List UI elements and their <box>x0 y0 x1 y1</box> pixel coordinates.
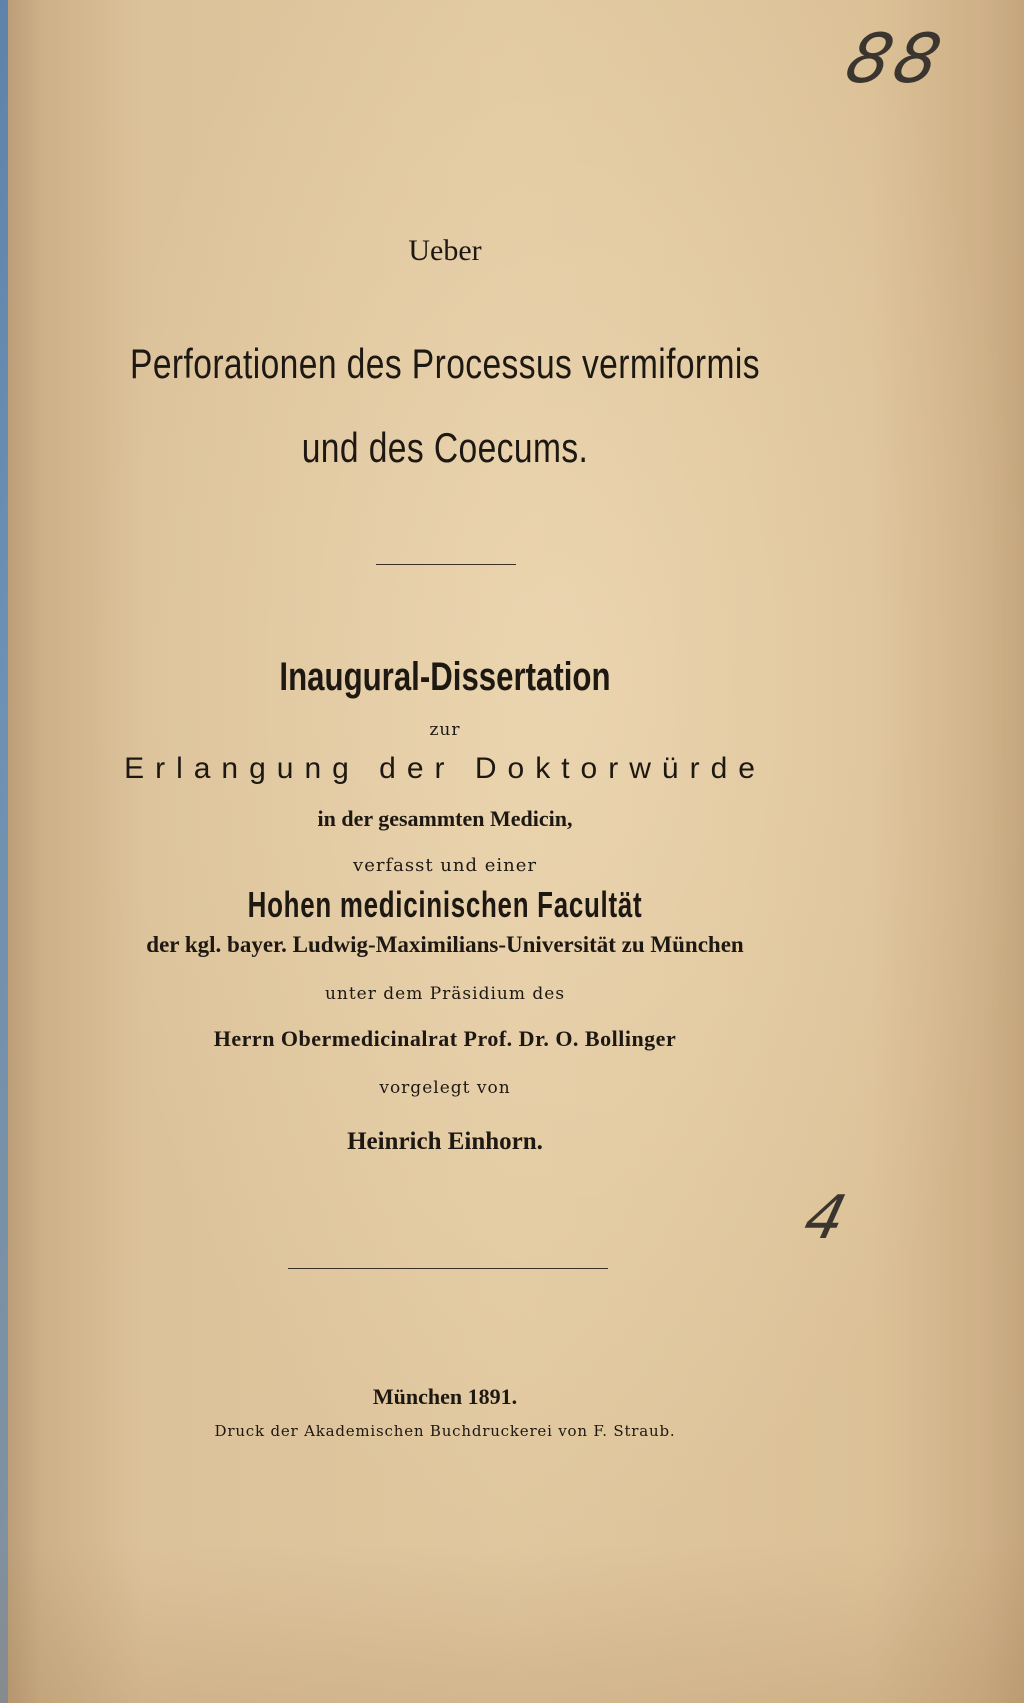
author-name: Heinrich Einhorn. <box>347 1128 543 1155</box>
printer-imprint: Druck der Akademischen Buchdruckerei von F. Straub. <box>214 1422 676 1440</box>
divider-rule-top <box>376 564 516 565</box>
presidium-intro: unter dem Präsidium des <box>324 984 566 1004</box>
verfasst-text: verfasst und einer <box>353 855 537 876</box>
title-line-2: und des Coecums. <box>301 424 589 471</box>
handwritten-page-number: 88 <box>838 20 953 99</box>
title-line-1: Perforationen des Processus vermiformis <box>130 340 760 387</box>
submitted-by-text: vorgelegt von <box>379 1078 511 1098</box>
pretitle: Ueber <box>408 234 482 267</box>
zur-text: zur <box>429 720 461 740</box>
university-name: der kgl. bayer. Ludwig-Maximilians-Universität zu München <box>146 932 744 957</box>
supervisor-name: Herrn Obermedicinalrat Prof. Dr. O. Bollinger <box>213 1026 677 1051</box>
handwritten-margin-number: 4 <box>797 1183 853 1253</box>
field-text: in der gesammten Medicin, <box>317 806 573 831</box>
place-and-year: München 1891. <box>372 1384 518 1409</box>
document-type: Inaugural-Dissertation <box>279 655 611 699</box>
faculty-name: Hohen medicinischen Facultät <box>247 884 643 925</box>
divider-rule-bottom <box>288 1268 608 1269</box>
purpose-text: Erlangung der Doktorwürde <box>124 752 766 785</box>
